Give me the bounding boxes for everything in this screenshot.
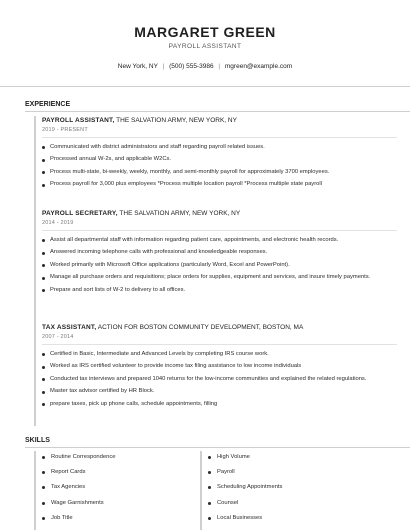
skill-item: High Volume xyxy=(208,454,282,469)
skill-item: Job Title xyxy=(42,515,115,530)
skill-item: Routine Correspondence xyxy=(42,454,115,469)
job-bullets xyxy=(42,144,387,189)
bullet-item: Conducted tax interviews and prepared 1040 returns for the low-income communities and explained the related regulations. xyxy=(42,376,387,384)
job-entry xyxy=(42,210,387,299)
bullet-dot-icon xyxy=(42,239,45,242)
bullet-dot-icon xyxy=(42,403,45,406)
skills-column-right xyxy=(208,454,282,530)
skill-item: Local Businesses xyxy=(208,515,282,530)
bullet-dot-icon xyxy=(42,456,45,459)
job-employer: THE SALVATION ARMY, NEW YORK, NY xyxy=(116,117,237,124)
contact-email[interactable]: mgreen@example.com xyxy=(224,63,293,70)
skill-item: Counsel xyxy=(208,500,282,515)
contact-separator: | xyxy=(218,63,221,70)
bullet-item: Manage all purchase orders and requisitions; place orders for supplies, equipment and services, and insure timely payments. xyxy=(42,274,387,282)
bullet-dot-icon xyxy=(42,471,45,474)
bullet-dot-icon xyxy=(42,146,45,149)
job-entry xyxy=(42,324,387,413)
bullet-item: Processed annual W-2s, and applicable W2Cs. xyxy=(42,156,387,164)
bullet-item: Master tax advisor certified by HR Block. xyxy=(42,388,387,396)
bullet-dot-icon xyxy=(42,289,45,292)
job-divider xyxy=(42,230,397,231)
skill-item: Scheduling Appointments xyxy=(208,484,282,499)
job-employer: THE SALVATION ARMY, NEW YORK, NY xyxy=(119,210,241,217)
resume-header xyxy=(0,0,410,87)
bullet-item: Answered incoming telephone calls with professional and knowledgeable responses. xyxy=(42,249,387,257)
skills-timeline-bar xyxy=(34,451,36,530)
bullet-dot-icon xyxy=(42,502,45,505)
bullet-dot-icon xyxy=(42,184,45,187)
bullet-dot-icon xyxy=(42,517,45,520)
bullet-item: Prepare and sort lists of W-2 to delivery to all offices. xyxy=(42,287,387,295)
job-employer: ACTION FOR BOSTON COMMUNITY DEVELOPMENT, BOSTON, MA xyxy=(97,324,304,331)
bullet-dot-icon xyxy=(208,486,211,489)
job-title: PAYROLL ASSISTANT xyxy=(168,43,242,50)
bullet-item: Process payroll for 3,000 plus employees *Process multiple location payroll *Process multiple state payroll xyxy=(42,181,387,189)
bullet-dot-icon xyxy=(42,159,45,162)
experience-divider xyxy=(25,111,410,112)
job-role: TAX ASSISTANT, xyxy=(42,324,97,331)
job-heading xyxy=(42,210,387,217)
skills-column-bar xyxy=(200,451,202,530)
bullet-item: Worked primarily with Microsoft Office applications (particularly Word, Excel and PowerPoint). xyxy=(42,262,387,270)
skill-item: Wage Garnishments xyxy=(42,500,115,515)
bullet-dot-icon xyxy=(42,171,45,174)
job-heading xyxy=(42,117,387,124)
skills-divider xyxy=(25,447,410,448)
job-divider xyxy=(42,344,397,345)
bullet-item: Communicated with district administrators and staff regarding payroll related issues. xyxy=(42,144,387,152)
bullet-item: Certified in Basic, Intermediate and Advanced Levels by completing IRS course work. xyxy=(42,351,387,359)
contact-separator: | xyxy=(162,63,165,70)
skills-column-left xyxy=(42,454,115,530)
candidate-name: MARGARET GREEN xyxy=(134,24,276,40)
bullet-dot-icon xyxy=(208,502,211,505)
job-role: PAYROLL ASSISTANT, xyxy=(42,117,115,124)
bullet-item: Worked as IRS certified volunteer to provide income tax filing assistance to low income individuals xyxy=(42,363,387,371)
contact-phone: (500) 555-3986 xyxy=(169,63,214,70)
job-dates: 2014 - 2019 xyxy=(42,220,74,226)
job-bullets xyxy=(42,237,387,295)
bullet-dot-icon xyxy=(208,517,211,520)
skill-item: Report Cards xyxy=(42,469,115,484)
skills-heading: SKILLS xyxy=(25,437,50,444)
skill-item: Payroll xyxy=(208,469,282,484)
contact-line xyxy=(0,63,410,70)
bullet-dot-icon xyxy=(208,456,211,459)
bullet-dot-icon xyxy=(42,353,45,356)
bullet-dot-icon xyxy=(42,264,45,267)
contact-location: New York, NY xyxy=(117,63,158,70)
skill-item: Tax Agencies xyxy=(42,484,115,499)
job-entry xyxy=(42,117,387,194)
job-heading xyxy=(42,324,387,331)
job-dates: 2007 - 2014 xyxy=(42,334,74,340)
bullet-dot-icon xyxy=(208,471,211,474)
experience-heading: EXPERIENCE xyxy=(25,101,71,108)
bullet-dot-icon xyxy=(42,277,45,280)
bullet-dot-icon xyxy=(42,486,45,489)
job-role: PAYROLL SECRETARY, xyxy=(42,210,118,217)
bullet-item: prepare taxes, pick up phone calls, schedule appointments, filling xyxy=(42,401,387,409)
bullet-dot-icon xyxy=(42,378,45,381)
bullet-item: Assist all departmental staff with information regarding patient care, appointments, and electronic health records. xyxy=(42,237,387,245)
bullet-dot-icon xyxy=(42,391,45,394)
job-bullets xyxy=(42,351,387,409)
job-dates: 2019 - PRESENT xyxy=(42,127,88,133)
bullet-dot-icon xyxy=(42,366,45,369)
bullet-item: Process multi-state, bi-weekly, weekly, monthly, and semi-monthly payroll for approximately 3700 employees. xyxy=(42,169,387,177)
job-divider xyxy=(42,137,397,138)
experience-timeline-bar xyxy=(34,116,36,426)
bullet-dot-icon xyxy=(42,252,45,255)
